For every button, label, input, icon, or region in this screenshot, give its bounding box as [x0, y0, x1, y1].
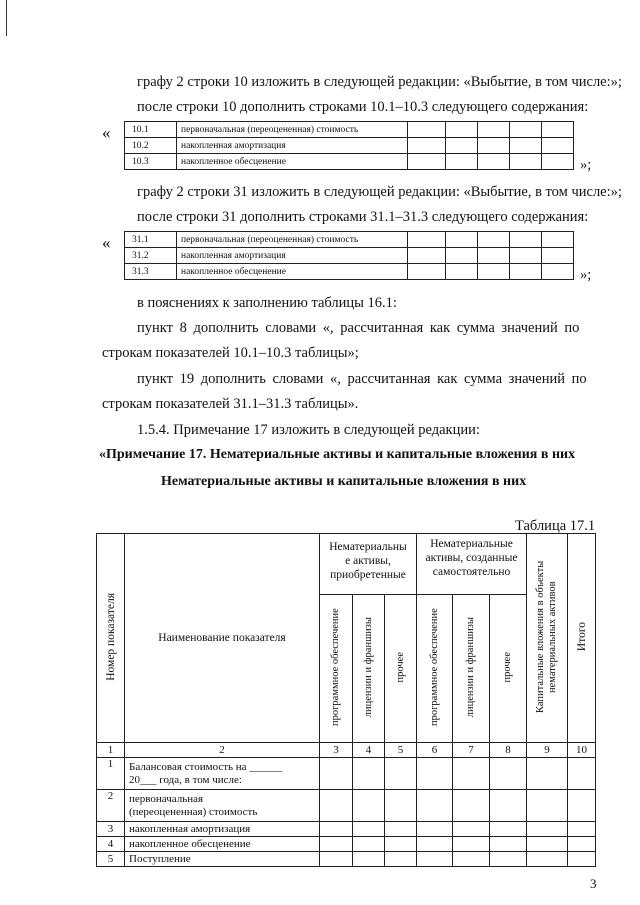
- row-number: 4: [97, 837, 125, 852]
- row-number: 31.1: [125, 232, 177, 248]
- header-row-1: [97, 534, 596, 595]
- row-number: 10.2: [125, 138, 177, 154]
- page-number: 3: [590, 876, 597, 891]
- row-number: 1: [97, 758, 125, 790]
- row-number: 31.3: [125, 264, 177, 280]
- header-group-acquired: Нематериальны е активы, приобретенные: [320, 534, 417, 595]
- row-name: первоначальная (переоцененная) стоимость: [177, 232, 408, 248]
- row-name: накопленное обесценение: [125, 837, 320, 852]
- table-row: [125, 232, 574, 248]
- column-number: 1: [97, 743, 125, 758]
- open-quote-a: «: [102, 123, 111, 142]
- paragraph-3: графу 2 строки 31 изложить в следующей редакции: «Выбытие, в том числе:»;: [137, 184, 622, 200]
- table-row: [125, 264, 574, 280]
- table-row: [125, 122, 574, 138]
- row-name: накопленная амортизация: [177, 248, 408, 264]
- row-number: 10.1: [125, 122, 177, 138]
- subheader-software: программное обеспечение: [417, 595, 453, 743]
- row-name: первоначальная (переоцененная) стоимость: [177, 122, 408, 138]
- table-row: [97, 758, 596, 790]
- row-name: накопленное обесценение: [177, 154, 408, 170]
- note-heading: «Примечание 17. Нематериальные активы и капитальные вложения в них: [99, 447, 576, 462]
- insert-table-b: [124, 231, 574, 280]
- close-quote-b: »;: [580, 267, 592, 283]
- main-table: [96, 533, 596, 867]
- column-number: 9: [527, 743, 568, 758]
- column-number: 7: [453, 743, 490, 758]
- row-name: Поступление: [125, 852, 320, 867]
- paragraph-5: в пояснениях к заполнению таблицы 16.1:: [137, 295, 397, 311]
- subheader-other: прочее: [490, 595, 527, 743]
- paragraph-7a: пункт 19 дополнить словами «, рассчитанная как сумма значений по: [137, 371, 587, 387]
- row-number: 31.2: [125, 248, 177, 264]
- row-number: 3: [97, 822, 125, 837]
- header-capital-investments: Капитальные вложения в объекты нематериальных активов: [527, 534, 568, 743]
- paragraph-8: 1.5.4. Примечание 17 изложить в следующей редакции:: [137, 422, 480, 438]
- table-row: [125, 248, 574, 264]
- subheader-licenses: лицензии и франшизы: [453, 595, 490, 743]
- table-row: [97, 837, 596, 852]
- table-row: [125, 138, 574, 154]
- insert-table-a: [124, 121, 574, 170]
- column-number: 4: [353, 743, 385, 758]
- paragraph-4: после строки 31 дополнить строками 31.1–31.3 следующего содержания:: [137, 209, 589, 225]
- paragraph-6a: пункт 8 дополнить словами «, рассчитанная как сумма значений по: [137, 320, 580, 336]
- subheader-software: программное обеспечение: [320, 595, 353, 743]
- column-number: 8: [490, 743, 527, 758]
- header-group-created: Нематериальные активы, созданные самостоятельно: [417, 534, 527, 595]
- row-number: 2: [97, 790, 125, 822]
- paragraph-2: после строки 10 дополнить строками 10.1–10.3 следующего содержания:: [137, 99, 589, 115]
- row-name: накопленная амортизация: [125, 822, 320, 837]
- row-name: Балансовая стоимость на ______ 20___ года, в том числе:: [125, 758, 320, 790]
- column-number: 6: [417, 743, 453, 758]
- row-name: накопленное обесценение: [177, 264, 408, 280]
- table-title: Нематериальные активы и капитальные вложения в них: [161, 474, 527, 489]
- row-name: первоначальная (переоцененная) стоимость: [125, 790, 320, 822]
- column-numbers-row: [97, 743, 596, 758]
- paragraph-1: графу 2 строки 10 изложить в следующей редакции: «Выбытие, в том числе:»;: [137, 74, 622, 90]
- table-row: [97, 822, 596, 837]
- column-number: 10: [568, 743, 596, 758]
- table-caption: Таблица 17.1: [515, 518, 596, 534]
- paragraph-7b: строкам показателей 31.1–31.3 таблицы».: [102, 396, 359, 412]
- table-row: [97, 852, 596, 867]
- open-quote-b: «: [102, 233, 111, 252]
- paragraph-6b: строкам показателей 10.1–10.3 таблицы»;: [102, 345, 359, 361]
- header-indicator-number: Номер показателя: [97, 534, 125, 743]
- table-row: [125, 154, 574, 170]
- column-number: 3: [320, 743, 353, 758]
- row-number: 5: [97, 852, 125, 867]
- subheader-other: прочее: [385, 595, 417, 743]
- close-quote-a: »;: [580, 157, 592, 173]
- subheader-licenses: лицензии и франшизы: [353, 595, 385, 743]
- row-number: 10.3: [125, 154, 177, 170]
- margin-line: [6, 0, 7, 36]
- column-number: 2: [125, 743, 320, 758]
- header-indicator-name: Наименование показателя: [125, 534, 320, 743]
- column-number: 5: [385, 743, 417, 758]
- header-total: Итого: [568, 534, 596, 743]
- table-row: [97, 790, 596, 822]
- row-name: накопленная амортизация: [177, 138, 408, 154]
